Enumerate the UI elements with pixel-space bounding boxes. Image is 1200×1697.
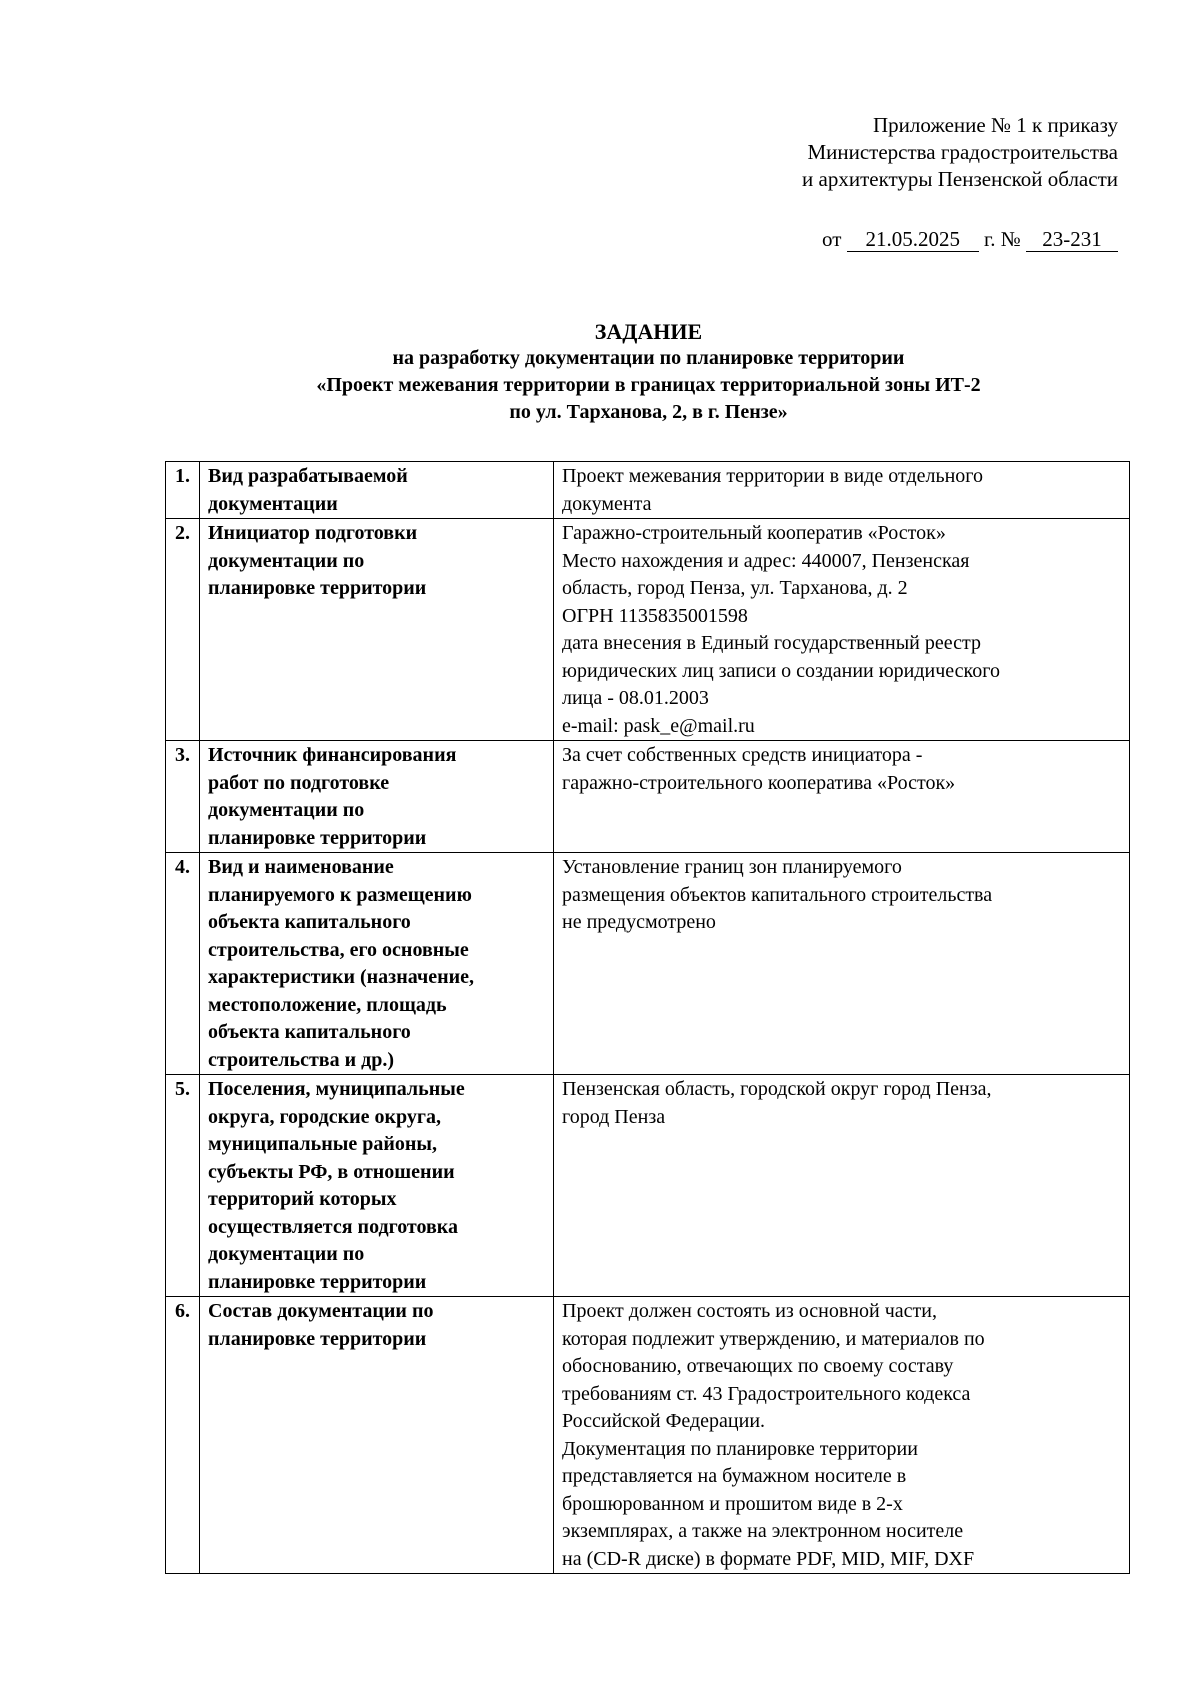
row-parameter-name xyxy=(200,853,554,1075)
parameter-value-line: брошюрованном и прошитом виде в 2-х xyxy=(562,1492,903,1515)
row-number: 4. xyxy=(166,853,200,1075)
table-row xyxy=(166,462,1130,519)
title-line: на разработку документации по планировке территории xyxy=(392,347,905,369)
row-number: 1. xyxy=(166,462,200,519)
row-parameter-value xyxy=(554,519,1130,741)
parameter-name-line: планировке территории xyxy=(208,1270,427,1293)
parameter-value-line: Пензенская область, городской округ город Пенза, xyxy=(562,1078,992,1100)
specification-table xyxy=(165,461,1130,1574)
document-title xyxy=(160,318,1137,426)
parameter-name-line: работ по подготовке xyxy=(208,771,390,794)
parameter-name-line: строительства и др.) xyxy=(208,1048,395,1071)
parameter-value-line: юридических лиц записи о создании юридического xyxy=(562,659,1000,682)
parameter-value-line: Документация по планировке территории xyxy=(562,1437,918,1460)
row-parameter-value xyxy=(554,853,1130,1075)
parameter-value-line: требованиям ст. 43 Градостроительного кодекса xyxy=(562,1382,971,1405)
row-parameter-name xyxy=(200,1075,554,1297)
parameter-name-line: Вид и наименование xyxy=(208,856,394,878)
row-number: 5. xyxy=(166,1075,200,1297)
row-parameter-value xyxy=(554,462,1130,519)
parameter-value-line: Гаражно-строительный кооператив «Росток» xyxy=(562,522,946,544)
row-parameter-value xyxy=(554,1297,1130,1574)
parameter-value-line: Установление границ зон планируемого xyxy=(562,856,902,878)
order-from-label: от xyxy=(822,227,842,251)
parameter-name-line: планировке территории xyxy=(208,1327,427,1350)
parameter-name-line: документации по xyxy=(208,1243,365,1265)
parameter-name-line: строительства, его основные xyxy=(208,938,469,961)
row-parameter-name xyxy=(200,519,554,741)
parameter-name-line: Вид разрабатываемой xyxy=(208,465,408,487)
parameter-value-line: которая подлежит утверждению, и материалов по xyxy=(562,1327,985,1350)
header-line: Министерства градостроительства xyxy=(807,140,1118,164)
parameter-value-line: гаражно-строительного кооператива «Росток» xyxy=(562,771,956,794)
title-main: ЗАДАНИЕ xyxy=(594,319,703,344)
parameter-name-line: Поселения, муниципальные xyxy=(208,1078,465,1100)
parameter-value-line: не предусмотрено xyxy=(562,911,716,933)
table-row xyxy=(166,1075,1130,1297)
parameter-name-line: планировке территории xyxy=(208,826,427,849)
parameter-name-line: Инициатор подготовки xyxy=(208,522,418,544)
row-parameter-name xyxy=(200,741,554,853)
order-year-label: г. xyxy=(983,227,996,251)
parameter-name-line: документации по xyxy=(208,549,365,572)
parameter-name-line: документации xyxy=(208,492,338,515)
title-line: по ул. Тарханова, 2, в г. Пензе» xyxy=(509,401,788,423)
order-number: 23-231 xyxy=(1026,227,1118,252)
parameter-name-line: территорий которых xyxy=(208,1188,397,1210)
order-number-label: № xyxy=(1000,227,1021,251)
parameter-value-line: лица - 08.01.2003 xyxy=(562,687,709,709)
parameter-value-line: Проект должен состоять из основной части, xyxy=(562,1300,937,1322)
table-row xyxy=(166,741,1130,853)
parameter-name-line: планировке территории xyxy=(208,577,427,599)
parameter-name-line: объекта капитального xyxy=(208,1021,411,1043)
parameter-name-line: планируемого к размещению xyxy=(208,883,472,906)
parameter-name-line: осуществляется подготовка xyxy=(208,1215,459,1238)
parameter-value-line: область, город Пенза, ул. Тарханова, д. 2 xyxy=(562,577,908,599)
header-line: Приложение № 1 к приказу xyxy=(873,113,1118,137)
parameter-value-line: ОГРН 1135835001598 xyxy=(562,604,748,627)
parameter-value-line: город Пенза xyxy=(562,1105,666,1128)
parameter-value-line: e-mail: pask_e@mail.ru xyxy=(562,714,755,737)
row-parameter-name xyxy=(200,462,554,519)
table-row xyxy=(166,853,1130,1075)
title-line: «Проект межевания территории в границах территориальной зоны ИТ-2 xyxy=(316,374,981,396)
parameter-name-line: Состав документации по xyxy=(208,1300,434,1322)
row-number: 3. xyxy=(166,741,200,853)
parameter-name-line: документации по xyxy=(208,799,365,821)
parameter-value-line: За счет собственных средств инициатора - xyxy=(562,744,923,766)
row-parameter-value xyxy=(554,1075,1130,1297)
table-row xyxy=(166,1297,1130,1574)
header-line: и архитектуры Пензенской области xyxy=(802,167,1118,191)
parameter-name-line: округа, городские округа, xyxy=(208,1105,441,1128)
parameter-value-line: обоснованию, отвечающих по своему составу xyxy=(562,1355,954,1377)
table-row xyxy=(166,519,1130,741)
parameter-value-line: Проект межевания территории в виде отдельного xyxy=(562,465,984,487)
parameter-value-line: размещения объектов капитального строительства xyxy=(562,883,993,906)
parameter-value-line: документа xyxy=(562,492,652,515)
row-parameter-value xyxy=(554,741,1130,853)
parameter-name-line: Источник финансирования xyxy=(208,744,457,766)
parameter-name-line: объекта капитального xyxy=(208,911,411,933)
parameter-name-line: субъекты РФ, в отношении xyxy=(208,1160,455,1183)
parameter-value-line: Место нахождения и адрес: 440007, Пензенская xyxy=(562,549,970,572)
parameter-name-line: характеристики (назначение, xyxy=(208,966,475,988)
parameter-name-line: муниципальные районы, xyxy=(208,1133,438,1155)
parameter-name-line: местоположение, площадь xyxy=(208,993,447,1016)
parameter-value-line: дата внесения в Единый государственный реестр xyxy=(562,632,981,654)
order-date: 21.05.2025 xyxy=(847,227,979,252)
parameter-value-line: представляется на бумажном носителе в xyxy=(562,1465,907,1487)
row-number: 6. xyxy=(166,1297,200,1574)
parameter-value-line: на (CD-R диске) в формате PDF, MID, MIF, DXF xyxy=(562,1547,975,1570)
row-number: 2. xyxy=(166,519,200,741)
parameter-value-line: Российской Федерации. xyxy=(562,1410,766,1432)
parameter-value-line: экземплярах, а также на электронном носителе xyxy=(562,1520,964,1542)
appendix-header xyxy=(648,112,1118,193)
row-parameter-name xyxy=(200,1297,554,1574)
order-reference xyxy=(822,226,1118,253)
